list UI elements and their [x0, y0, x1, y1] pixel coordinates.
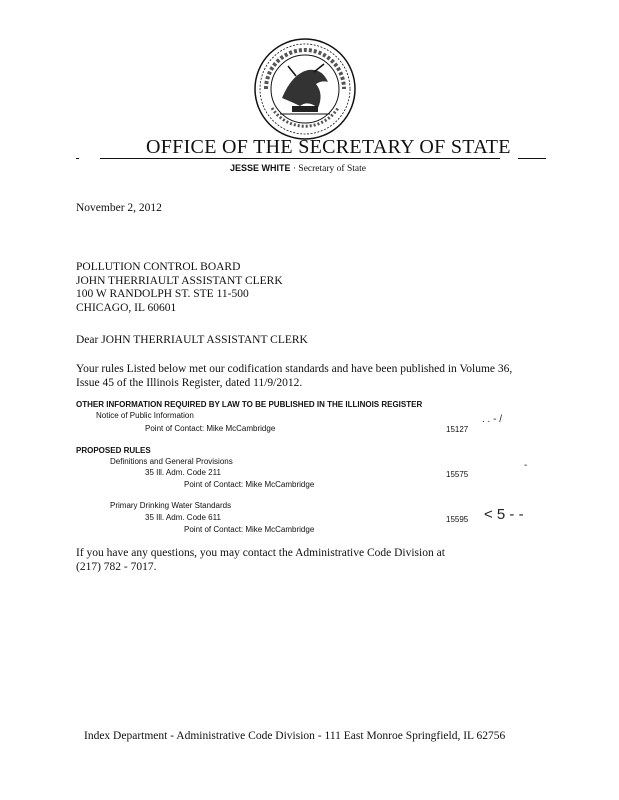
closing-paragraph [76, 547, 445, 574]
closing-line: If you have any questions, you may contact the Administrative Code Division at [76, 547, 445, 559]
handwritten-mark: < 5 - - [484, 506, 524, 523]
letter-date: November 2, 2012 [76, 202, 162, 214]
other-info-item-title: Notice of Public Information [96, 411, 194, 420]
footer-address: Index Department - Administrative Code Division - 111 East Monroe Springfield, IL 62756 [84, 730, 506, 742]
recipient-line: JOHN THERRIAULT ASSISTANT CLERK [76, 274, 283, 287]
letterhead-rule-dot [76, 158, 79, 159]
rule-code: 35 Ill. Adm. Code 211 [145, 468, 221, 477]
intro-paragraph [76, 363, 512, 390]
recipient-address [76, 261, 283, 315]
intro-line: Your rules Listed below met our codification standards and have been published in Volume 36, [76, 363, 513, 375]
secretary-line [230, 163, 366, 174]
recipient-line: 100 W RANDOLPH ST. STE 11-500 [76, 288, 249, 301]
rule-page: 15575 [446, 470, 469, 479]
rule-code: 35 Ill. Adm. Code 611 [145, 513, 221, 522]
recipient-line: CHICAGO, IL 60601 [76, 301, 177, 314]
handwritten-mark: . . - / [482, 414, 502, 425]
secretary-title: · Secretary of State [292, 164, 366, 174]
letterhead-rule-right [518, 158, 546, 159]
closing-line: (217) 782 - 7017. [76, 560, 157, 573]
office-title: OFFICE OF THE SECRETARY OF STATE [146, 136, 511, 158]
salutation: Dear JOHN THERRIAULT ASSISTANT CLERK [76, 334, 308, 346]
proposed-heading: PROPOSED RULES [76, 446, 151, 455]
rule-title: Definitions and General Provisions [110, 457, 233, 466]
handwritten-mark: - [524, 460, 528, 471]
rule-page: 15595 [446, 515, 469, 524]
rule-title: Primary Drinking Water Standards [110, 501, 232, 510]
state-seal-icon [252, 36, 358, 142]
recipient-line: POLLUTION CONTROL BOARD [76, 261, 241, 273]
intro-line: Issue 45 of the Illinois Register, dated 11/9/2012. [76, 376, 303, 389]
other-info-heading: OTHER INFORMATION REQUIRED BY LAW TO BE PUBLISHED IN THE ILLINOIS REGISTER [76, 400, 423, 409]
rule-contact: Point of Contact: Mike McCambridge [184, 480, 315, 489]
letterhead-rule [100, 158, 500, 159]
secretary-name: JESSE WHITE [230, 163, 291, 173]
other-info-contact: Point of Contact: Mike McCambridge [145, 424, 276, 433]
rule-contact: Point of Contact: Mike McCambridge [184, 525, 315, 534]
other-info-page: 15127 [446, 425, 469, 434]
